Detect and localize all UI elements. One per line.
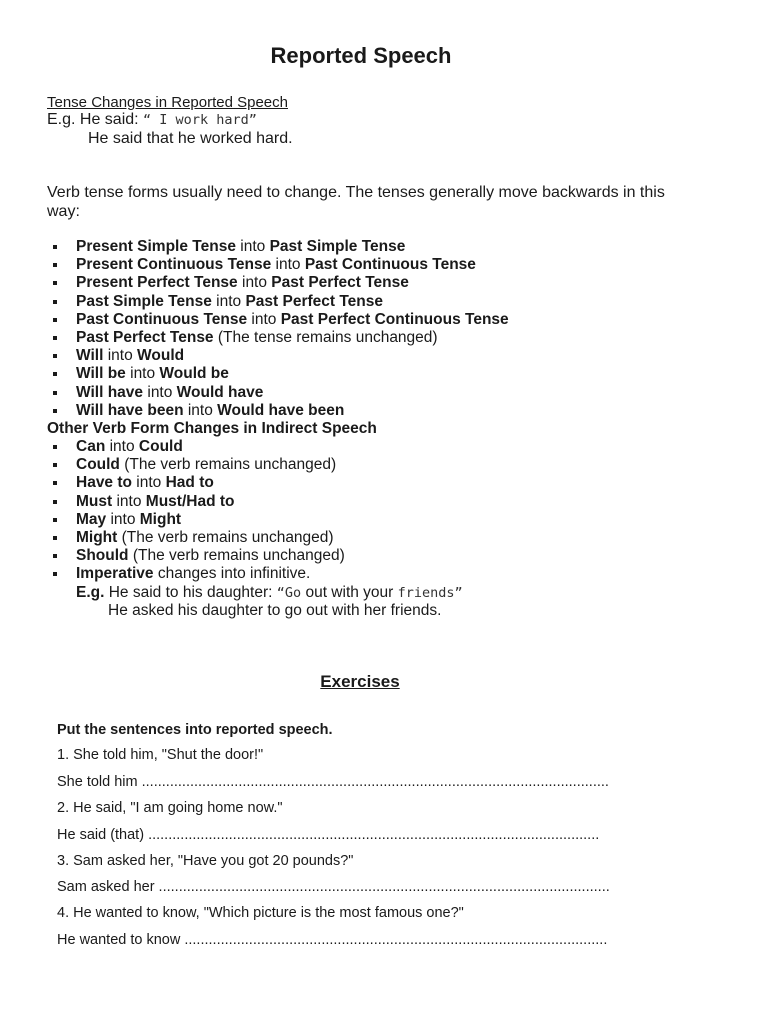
exercise-instruction: Put the sentences into reported speech.: [57, 722, 333, 738]
list-item: Might (The verb remains unchanged): [47, 529, 345, 547]
tense-example-reported: He said that he worked hard.: [88, 130, 293, 147]
exercise-answer-line-3: Sam asked her ................................................................................................................: [57, 879, 610, 895]
list-item: Could (The verb remains unchanged): [47, 456, 345, 474]
exercises-title: Exercises: [320, 672, 400, 691]
exercise-question-2: 2. He said, "I am going home now.": [57, 800, 283, 816]
list-item: Will be into Would be: [47, 365, 509, 383]
list-item: May into Might: [47, 511, 345, 529]
imperative-example: E.g. He said to his daughter: “Go out with your friends”: [76, 584, 463, 601]
exercise-answer-line-1: She told him ....................................................................................................................: [57, 774, 609, 790]
list-item: Should (The verb remains unchanged): [47, 547, 345, 565]
tense-section-heading: Tense Changes in Reported Speech: [47, 94, 288, 111]
example-quote: “ I work hard”: [143, 112, 257, 128]
other-changes-heading: Other Verb Form Changes in Indirect Speech: [47, 420, 377, 437]
exercise-question-3: 3. Sam asked her, "Have you got 20 pounds?": [57, 853, 354, 869]
other-rules-list: [47, 438, 345, 584]
intro-line-1: Verb tense forms usually need to change. The tenses generally move backwards in this: [47, 184, 665, 201]
list-item: Will into Would: [47, 347, 509, 365]
page-title: Reported Speech: [270, 43, 452, 68]
list-item: Present Simple Tense into Past Simple Tense: [47, 238, 509, 256]
imperative-reported: He asked his daughter to go out with her friends.: [108, 602, 442, 619]
list-item: Will have been into Would have been: [47, 402, 509, 420]
exercise-answer-line-4: He wanted to know .........................................................................................................: [57, 932, 608, 948]
intro-line-2: way:: [47, 203, 80, 220]
list-item: Must into Must/Had to: [47, 493, 345, 511]
exercise-question-1: 1. She told him, "Shut the door!": [57, 747, 264, 763]
exercise-question-4: 4. He wanted to know, "Which picture is the most famous one?": [57, 905, 464, 921]
list-item: Present Continuous Tense into Past Continuous Tense: [47, 256, 509, 274]
example-label: E.g. He said:: [47, 111, 144, 128]
list-item: Will have into Would have: [47, 384, 509, 402]
list-item: Past Perfect Tense (The tense remains unchanged): [47, 329, 509, 347]
list-item: Imperative changes into infinitive.: [47, 565, 345, 583]
list-item: Past Simple Tense into Past Perfect Tense: [47, 293, 509, 311]
tense-example-line: [47, 111, 257, 129]
exercise-answer-line-2: He said (that) ................................................................................................................: [57, 827, 600, 843]
list-item: Past Continuous Tense into Past Perfect Continuous Tense: [47, 311, 509, 329]
list-item: Can into Could: [47, 438, 345, 456]
list-item: Present Perfect Tense into Past Perfect Tense: [47, 274, 509, 292]
tense-rules-list: [47, 238, 509, 420]
list-item: Have to into Had to: [47, 474, 345, 492]
